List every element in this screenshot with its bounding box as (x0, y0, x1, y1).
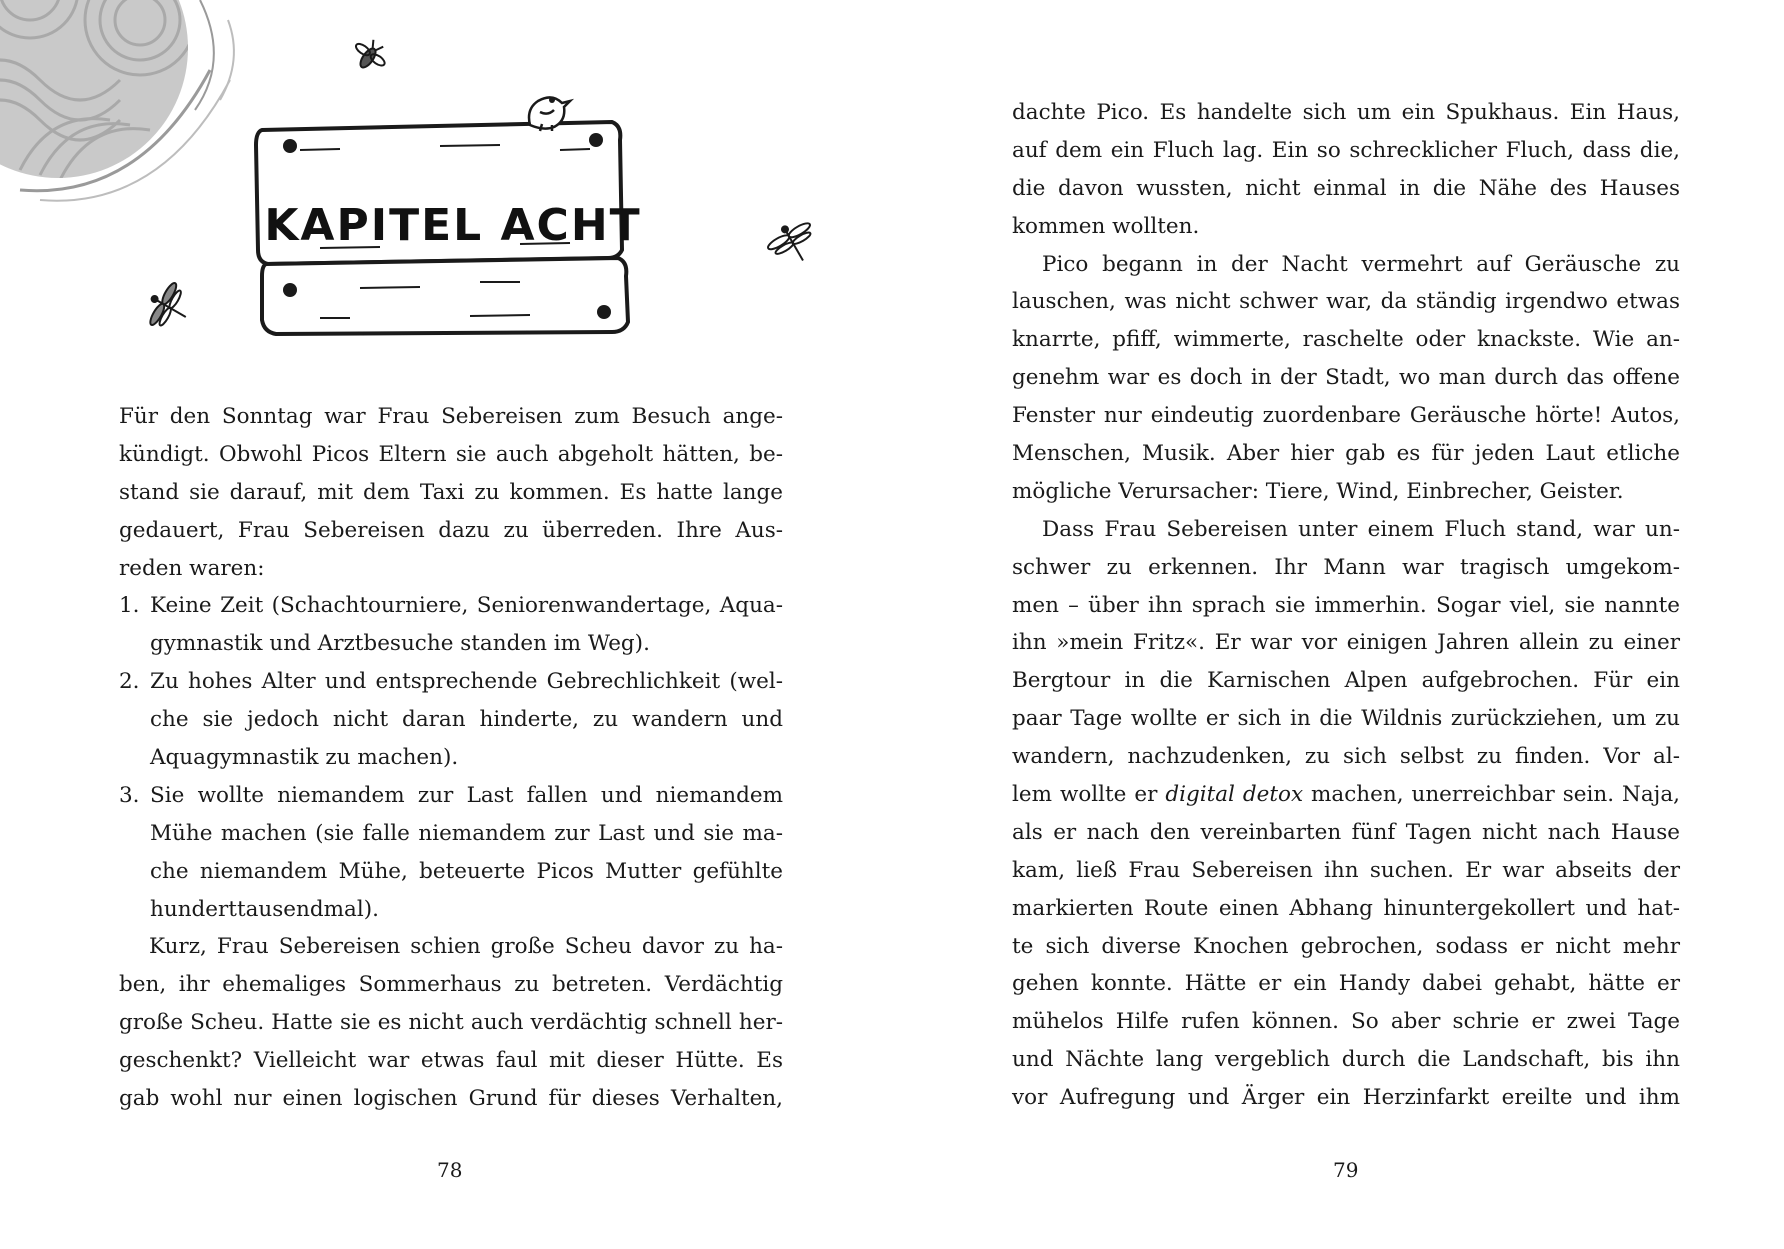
list-item (119, 587, 783, 625)
text-line: Pico begann in der Nacht vermehrt auf Geräusche zu (1042, 251, 1680, 277)
text-line: auf dem ein Fluch lag. Ein so schrecklicher Fluch, dass die, (1012, 137, 1680, 163)
text-line: Dass Frau Sebereisen unter einem Fluch stand, war un- (1042, 516, 1680, 542)
text-line: die davon wussten, nicht einmal in die Nähe des Hauses (1012, 175, 1680, 201)
text-run: machen, unerreichbar sein. Naja, (1303, 782, 1680, 808)
text-line: reden waren: (119, 555, 265, 581)
text-line: wandern, nachzudenken, zu sich selbst zu finden. Vor al- (1012, 744, 1680, 770)
text-line: kam, ließ Frau Sebereisen ihn suchen. Er war abseits der (1012, 857, 1680, 883)
chapter-title: KAPITEL ACHT (264, 200, 642, 251)
text-line: gehen konnte. Hätte er ein Handy dabei gehabt, hätte er (1012, 971, 1680, 997)
text-line: schwer zu erkennen. Ihr Mann war tragisch umgekom- (1012, 554, 1680, 580)
text-line: stand sie darauf, mit dem Taxi zu kommen. Es hatte lange (119, 479, 783, 505)
moon-icon (0, 0, 234, 201)
list-number: 1. (119, 593, 140, 619)
list-number: 2. (119, 669, 140, 695)
dragonfly-icon (140, 277, 198, 338)
text-line: Aquagymnastik zu machen). (150, 745, 459, 771)
list-item (119, 663, 783, 701)
text-line: paar Tage wollte er sich in die Wildnis zurückziehen, um zu (1012, 706, 1680, 732)
text-line: als er nach den vereinbarten fünf Tagen nicht nach Hause (1012, 819, 1680, 845)
list-number: 3. (119, 782, 140, 808)
text-line: lauschen, was nicht schwer war, da ständig irgendwo etwas (1012, 289, 1680, 315)
text-line: geschenkt? Vielleicht war etwas faul mit dieser Hütte. Es (119, 1048, 783, 1074)
text-line: Zu hohes Alter und entsprechende Gebrechlichkeit (wel- (150, 669, 783, 695)
text-line: Menschen, Musik. Aber hier gab es für jeden Laut etliche (1012, 441, 1680, 467)
dragonfly-icon (763, 215, 824, 273)
text-line: gymnastik und Arztbesuche standen im Weg). (150, 631, 650, 657)
text-line: genehm war es doch in der Stadt, wo man durch das offene (1012, 365, 1680, 391)
text-line: Sie wollte niemandem zur Last fallen und niemandem (150, 782, 783, 808)
page-number: 78 (437, 1158, 463, 1182)
text-line: ben, ihr ehemaliges Sommerhaus zu betreten. Verdächtig (119, 972, 783, 998)
text-line: mühelos Hilfe rufen können. So aber schrie er zwei Tage (1012, 1009, 1680, 1035)
page-number: 79 (1333, 1158, 1359, 1182)
list-item (119, 777, 783, 815)
text-line: Für den Sonntag war Frau Sebereisen zum Besuch ange- (119, 404, 783, 429)
text-line: gab wohl nur einen logischen Grund für dieses Verhalten, (119, 1086, 783, 1112)
right-body-text (1012, 94, 1680, 1117)
text-line: kündigt. Obwohl Picos Eltern sie auch abgeholt hätten, be- (119, 441, 783, 467)
text-line: gedauert, Frau Sebereisen dazu zu überreden. Ihre Aus- (119, 517, 783, 543)
italic-term: digital detox (1165, 782, 1304, 808)
text-line: Keine Zeit (Schachtourniere, Seniorenwandertage, Aqua- (150, 593, 783, 619)
text-line: dachte Pico. Es handelte sich um ein Spukhaus. Ein Haus, (1012, 100, 1680, 125)
text-line: kommen wollten. (1012, 213, 1200, 239)
text-line: Fenster nur eindeutig zuordenbare Geräusche hörte! Autos, (1012, 403, 1680, 429)
text-line: hunderttausendmal). (150, 896, 379, 922)
text-line: große Scheu. Hatte sie es nicht auch verdächtig schnell her- (119, 1010, 783, 1036)
text-line: und Nächte lang vergeblich durch die Landschaft, bis ihn (1012, 1047, 1680, 1073)
left-body-text (119, 398, 783, 1118)
chapter-illustration (0, 0, 892, 380)
text-line: te sich diverse Knochen gebrochen, sodass er nicht mehr (1012, 933, 1680, 959)
firefly-icon (348, 34, 392, 77)
text-line: knarrte, pfiff, wimmerte, raschelte oder knackste. Wie an- (1012, 327, 1680, 353)
text-line-with-italic (1012, 776, 1680, 814)
text-line: che niemandem Mühe, beteuerte Picos Mutter gefühlte (150, 858, 783, 884)
text-line: vor Aufregung und Ärger ein Herzinfarkt ereilte und ihm (1012, 1085, 1680, 1111)
text-run: lem wollte er (1012, 782, 1166, 808)
text-line: ihn »mein Fritz«. Er war vor einigen Jahren allein zu einer (1012, 630, 1680, 656)
text-line: Mühe machen (sie falle niemandem zur Last und sie ma- (150, 820, 783, 846)
text-line: Bergtour in die Karnischen Alpen aufgebrochen. Für ein (1012, 668, 1680, 694)
text-line: men – über ihn sprach sie immerhin. Sogar viel, sie nannte (1012, 592, 1680, 618)
text-line: Kurz, Frau Sebereisen schien große Scheu davor zu ha- (149, 934, 783, 960)
text-line: markierten Route einen Abhang hinuntergekollert und hat- (1012, 895, 1680, 921)
text-line: mögliche Verursacher: Tiere, Wind, Einbrecher, Geister. (1012, 478, 1624, 504)
text-line: che sie jedoch nicht daran hinderte, zu wandern und (150, 707, 783, 733)
